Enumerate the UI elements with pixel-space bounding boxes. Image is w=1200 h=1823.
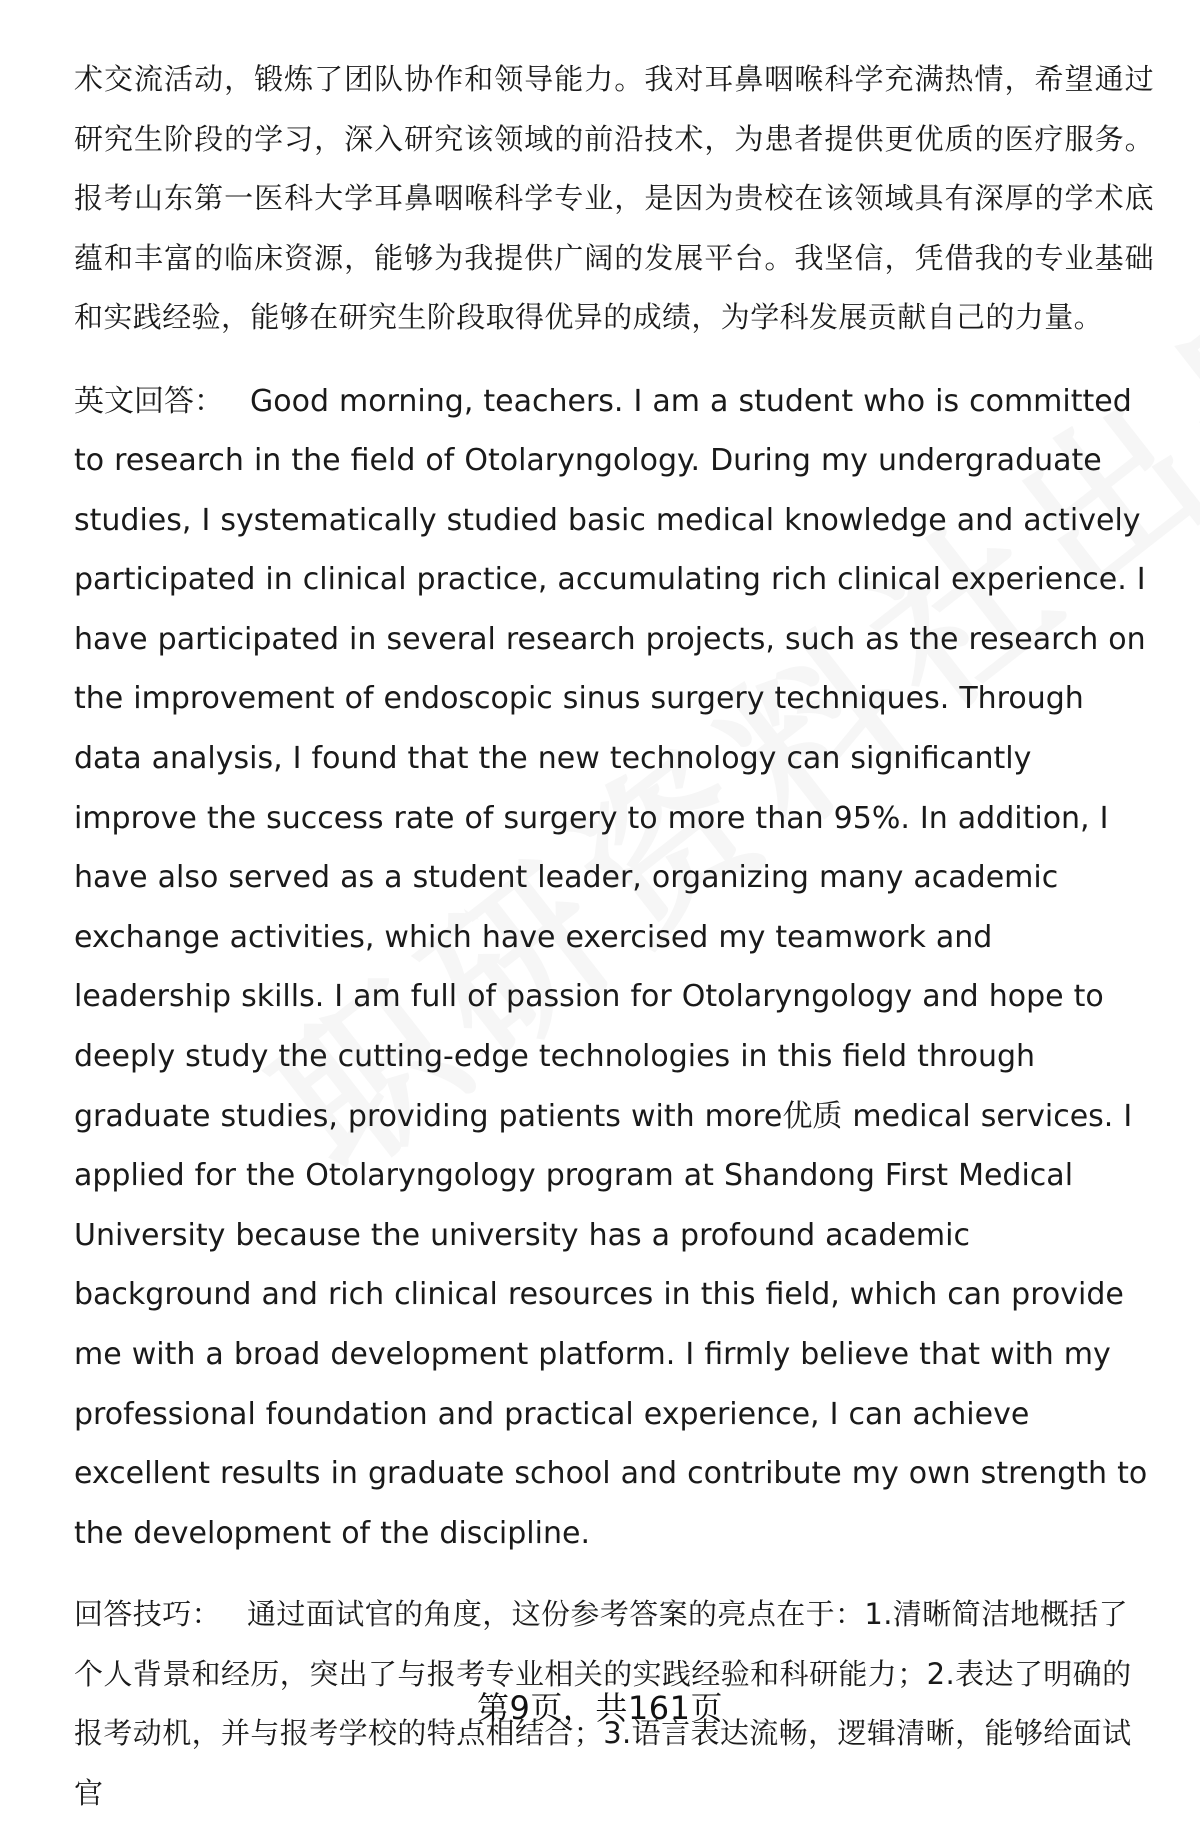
answer-tips-text: 通过面试官的角度，这份参考答案的亮点在于：1.清晰简洁地概括了个人背景和经历，突出了与报考专业相关的实践经验和科研能力；2.表达了明确的报考动机，并与报考学校的特点相结合；3.语言表达流畅，逻辑清晰，能够给面试官	[74, 1597, 1132, 1810]
document-page	[74, 50, 1154, 1823]
chinese-answer-paragraph: 术交流活动，锻炼了团队协作和领导能力。我对耳鼻咽喉科学充满热情，希望通过研究生阶段的学习，深入研究该领域的前沿技术，为患者提供更优质的医疗服务。报考山东第一医科大学耳鼻咽喉科学专业，是因为贵校在该领域具有深厚的学术底蕴和丰富的临床资源，能够为我提供广阔的发展平台。我坚信，凭借我的专业基础和实践经验，能够在研究生阶段取得优异的成绩，为学科发展贡献自己的力量。	[74, 62, 1154, 334]
page-number-footer: 第9页，共161页	[477, 1689, 723, 1727]
english-answer-text: Good morning, teachers. I am a student who is committed to research in the field of Otolaryngology. During my undergraduate studies, I systematically studied basic medical knowledge and actively participated in clinical practice, accumulating rich clinical experience. I have participated in several research projects, such as the research on the improvement of endoscopic sinus surgery techniques. Through data analysis, I found that the new technology can significantly improve the success rate of surgery to more than 95%. In addition, I have also served as a student leader, organizing many academic exchange activities, which have exercised my teamwork and leadership skills. I am full of passion for Otolaryngology and hope to deeply study the cutting-edge technologies in this field through graduate studies, providing patients with more优质 medical services. I applied for the Otolaryngology program at Shandong First Medical University because the university has a profound academic background and rich clinical resources in this field, which can provide me with a broad development platform. I firmly believe that with my professional foundation and practical experience, I can achieve excellent results in graduate school and contribute my own strength to the development of the discipline.	[74, 383, 1148, 1551]
english-answer-label: 英文回答：	[74, 383, 224, 419]
english-answer-section	[74, 372, 1154, 1564]
answer-tips-label: 回答技巧：	[74, 1597, 222, 1632]
